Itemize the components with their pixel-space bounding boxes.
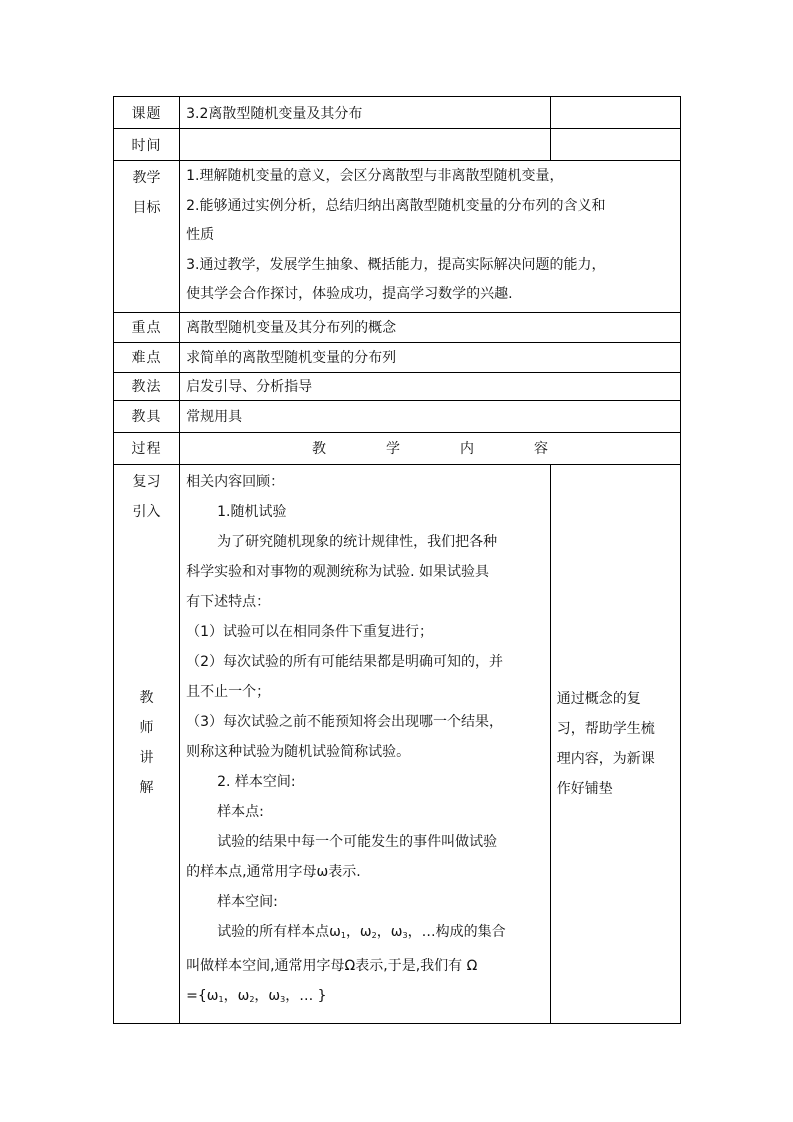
sample-space-label: 样本空间: — [217, 893, 278, 910]
process-heading — [180, 432, 681, 464]
method-label: 教法 — [114, 372, 180, 400]
time-label: 时间 — [114, 129, 180, 161]
condition-2b: 且不止一个； — [186, 683, 271, 700]
ss-a-sub2: 2 — [371, 930, 377, 940]
ss-c-sub1: 1 — [218, 994, 224, 1004]
key-point-label: 重点 — [114, 312, 180, 342]
goal-line-3: 性质 — [186, 227, 215, 243]
heading-sample-space: 2. 样本空间: — [217, 773, 296, 790]
key-point-value: 离散型随机变量及其分布列的概念 — [180, 312, 681, 342]
ss-a-pre: 试验的所有样本点ω — [217, 923, 341, 940]
condition-3a: （3）每次试验之前不能预知将会出现哪一个结果， — [186, 713, 504, 730]
heading-random-experiment: 1.随机试验 — [217, 503, 287, 520]
tools-row — [114, 400, 681, 432]
ss-a-mid1: ，ω — [345, 923, 372, 940]
process-heading-char-4: 容 — [534, 441, 549, 457]
process-row — [114, 432, 681, 464]
condition-1: （1）试验可以在相同条件下重复进行； — [186, 623, 434, 640]
goal-line-1: 1.理解随机变量的意义，会区分离散型与非离散型随机变量， — [186, 168, 564, 184]
ss-a-post: ，…构成的集合 — [407, 923, 506, 940]
goal-line-5: 使其学会合作探讨，体验成功，提高学习数学的兴趣. — [186, 286, 513, 302]
time-value — [180, 129, 551, 161]
ss-c-post: ，… } — [285, 987, 327, 1004]
process-heading-char-1: 教 — [312, 441, 327, 457]
topic-label: 课题 — [114, 97, 180, 129]
review-label-line1: 复习 — [132, 473, 161, 490]
ss-c-mid1: ，ω — [223, 987, 250, 1004]
process-label: 过程 — [114, 432, 180, 464]
teacher-explain-char-1: 教 — [139, 689, 154, 706]
ss-a-sub1: 1 — [340, 930, 346, 940]
difficulty-row — [114, 342, 681, 372]
sample-space-def-b: 叫做样本空间,通常用字母Ω表示,于是,我们有 Ω — [186, 957, 478, 974]
method-value: 启发引导、分析指导 — [180, 372, 681, 400]
goals-content — [180, 161, 681, 313]
design-note-line-3: 理内容，为新课 — [556, 750, 655, 767]
sample-space-def-a — [186, 917, 544, 951]
para-1a: 为了研究随机现象的统计规律性，我们把各种 — [217, 533, 498, 550]
time-extra-cell — [550, 129, 680, 161]
time-row — [114, 129, 681, 161]
ss-c-mid2: ，ω — [254, 987, 281, 1004]
sample-space-def-c — [186, 981, 544, 1015]
key-point-row — [114, 312, 681, 342]
teacher-explain-char-3: 讲 — [139, 749, 154, 766]
design-note-cell — [550, 464, 680, 1023]
topic-value: 3.2离散型随机变量及其分布 — [180, 97, 551, 129]
review-label — [114, 467, 179, 527]
topic-extra-cell — [550, 97, 680, 129]
ss-c-sub3: 3 — [280, 994, 286, 1004]
difficulty-value: 求简单的离散型随机变量的分布列 — [180, 342, 681, 372]
topic-row — [114, 97, 681, 129]
goals-label-line1: 教学 — [132, 170, 161, 186]
lecture-content — [180, 464, 551, 1023]
teacher-explain-char-2: 师 — [139, 719, 154, 736]
ss-a-mid2: ，ω — [376, 923, 403, 940]
sample-point-label: 样本点: — [217, 803, 264, 820]
method-row — [114, 372, 681, 400]
goals-label — [114, 161, 180, 313]
ss-c-sub2: 2 — [249, 994, 255, 1004]
goals-row — [114, 161, 681, 313]
process-heading-char-2: 学 — [386, 441, 401, 457]
teacher-explain-char-4: 解 — [139, 779, 154, 796]
sample-point-def-a: 试验的结果中每一个可能发生的事件叫做试验 — [217, 833, 498, 850]
design-note-line-4: 作好铺垫 — [556, 780, 613, 797]
condition-3b: 则称这种试验为随机试验简称试验。 — [186, 743, 411, 760]
condition-2a: （2）每次试验的所有可能结果都是明确可知的，并 — [186, 653, 504, 670]
tools-value: 常规用具 — [180, 400, 681, 432]
recall-line: 相关内容回顾： — [186, 473, 285, 490]
sample-point-def-b: 的样本点,通常用字母ω表示. — [186, 863, 361, 880]
goals-label-line2: 目标 — [132, 200, 161, 216]
lecture-side-label — [114, 464, 180, 1023]
ss-c-pre: ={ω — [186, 987, 219, 1004]
goal-line-2: 2.能够通过实例分析，总结归纳出离散型随机变量的分布列的含义和 — [186, 197, 606, 214]
para-1b: 科学实验和对事物的观测统称为试验. 如果试验具 — [186, 563, 490, 580]
goal-line-4: 3.通过教学，发展学生抽象、概括能力，提高实际解决问题的能力， — [186, 256, 606, 273]
teacher-explain-label — [114, 683, 179, 803]
para-1c: 有下述特点： — [186, 593, 271, 610]
design-note-line-1: 通过概念的复 — [556, 690, 641, 707]
difficulty-label: 难点 — [114, 342, 180, 372]
review-label-line2: 引入 — [132, 503, 161, 520]
lecture-row — [114, 464, 681, 1023]
ss-a-sub3: 3 — [402, 930, 408, 940]
process-heading-char-3: 内 — [460, 441, 475, 457]
tools-label: 教具 — [114, 400, 180, 432]
design-note-line-2: 习，帮助学生梳 — [556, 720, 655, 737]
lesson-plan-table — [113, 96, 681, 1024]
